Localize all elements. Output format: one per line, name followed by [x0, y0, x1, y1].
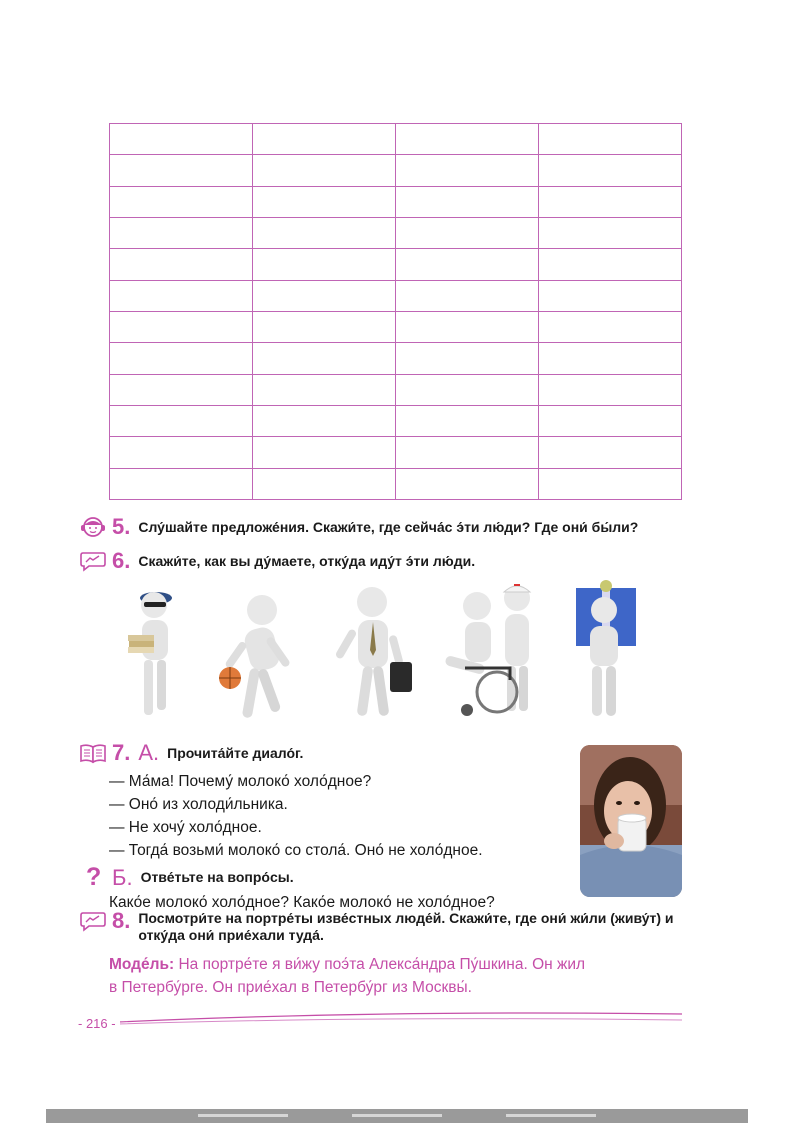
task-number: 7.: [112, 740, 131, 765]
figures-illustration: [100, 580, 700, 730]
table-cell[interactable]: [253, 280, 396, 311]
table-cell[interactable]: [110, 437, 253, 468]
table-cell[interactable]: [396, 186, 539, 217]
table-cell[interactable]: [396, 217, 539, 248]
task-7-part-a: [80, 742, 580, 764]
table-cell[interactable]: [539, 405, 682, 436]
table-cell[interactable]: [539, 186, 682, 217]
table-cell[interactable]: [539, 280, 682, 311]
task-instruction: Слу́шайте предложе́ния. Скажи́те, где сейча́с э́ти лю́ди? Где они́ бы́ли?: [138, 518, 639, 535]
table-cell[interactable]: [253, 437, 396, 468]
part-letter-b: Б.: [112, 864, 133, 890]
table-cell[interactable]: [110, 249, 253, 280]
table-row: [110, 374, 682, 405]
table-cell[interactable]: [396, 374, 539, 405]
table-cell[interactable]: [253, 186, 396, 217]
table-cell[interactable]: [110, 343, 253, 374]
table-cell[interactable]: [253, 124, 396, 155]
table-cell[interactable]: [396, 437, 539, 468]
figure-with-gift-box-icon: [568, 580, 643, 725]
model-line-2: в Петербу́рге. Он прие́хал в Петербу́рг из Москвы́.: [109, 978, 472, 996]
part-letter-a: А.: [138, 740, 160, 765]
task-instruction: Отве́тьте на вопро́сы.: [140, 869, 294, 886]
dialog-line: — Оно́ из холоди́льника.: [109, 796, 288, 813]
model-line-1: На портре́те я ви́жу поэ́та Алекса́ндра Пу́шкина. Он жил: [178, 955, 586, 973]
table-cell[interactable]: [396, 249, 539, 280]
table-cell[interactable]: [110, 186, 253, 217]
table-row: [110, 249, 682, 280]
dialog-line: — Ма́ма! Почему́ молоко́ холо́дное?: [109, 773, 372, 790]
table-cell[interactable]: [396, 405, 539, 436]
table-cell[interactable]: [253, 343, 396, 374]
table-cell[interactable]: [253, 468, 396, 499]
viewer-bottom-bar[interactable]: [46, 1109, 748, 1123]
dialog: [109, 770, 580, 862]
table-cell[interactable]: [110, 374, 253, 405]
table-cell[interactable]: [253, 405, 396, 436]
footer-decorative-lines: [78, 1006, 684, 1036]
table-cell[interactable]: [253, 249, 396, 280]
page-footer: [78, 1006, 684, 1036]
model-example: [109, 953, 690, 999]
table-row: [110, 155, 682, 186]
task-number: 5.: [112, 514, 131, 539]
figure-with-books-icon: [120, 580, 190, 725]
table-cell[interactable]: [396, 155, 539, 186]
table-cell[interactable]: [110, 155, 253, 186]
table-cell[interactable]: [539, 155, 682, 186]
table-row: [110, 311, 682, 342]
page-indicator[interactable]: [198, 1114, 288, 1117]
task-instruction: Прочита́йте диало́г.: [167, 744, 304, 761]
table-cell[interactable]: [110, 280, 253, 311]
table-row: [110, 437, 682, 468]
task-7-part-b: [80, 865, 580, 890]
task-5: [80, 516, 638, 538]
page-indicator[interactable]: [506, 1114, 596, 1117]
table-cell[interactable]: [539, 249, 682, 280]
table-row: [110, 186, 682, 217]
listening-child-icon: [80, 516, 106, 538]
table-cell[interactable]: [539, 374, 682, 405]
table-cell[interactable]: [110, 468, 253, 499]
task-8: [80, 910, 690, 999]
table-cell[interactable]: [396, 343, 539, 374]
model-label: Моде́ль:: [109, 955, 175, 973]
task-number: 8.: [112, 908, 131, 933]
table-cell[interactable]: [110, 311, 253, 342]
table-cell[interactable]: [539, 437, 682, 468]
question-mark-icon: ?: [86, 863, 102, 891]
figure-with-briefcase-icon: [330, 580, 420, 725]
girl-drinking-milk-photo: [580, 745, 682, 897]
table-cell[interactable]: [253, 374, 396, 405]
table-cell[interactable]: [110, 124, 253, 155]
open-book-icon: [80, 742, 106, 764]
page-number: - 216 -: [78, 1016, 120, 1031]
table-cell[interactable]: [396, 311, 539, 342]
table-cell[interactable]: [539, 311, 682, 342]
dialog-line: — Тогда́ возьми́ молоко́ со стола́. Оно́ не холо́дное.: [109, 842, 483, 859]
task-number: 6.: [112, 548, 131, 573]
figure-with-basketball-icon: [212, 580, 307, 725]
task-6: [80, 550, 475, 572]
task-instruction: Посмотри́те на портре́ты изве́стных люде́й. Скажи́те, где они́ жи́ли (живу́т) и отку́да они́ прие́хали туда́.: [138, 910, 674, 943]
table-cell[interactable]: [253, 217, 396, 248]
table-row: [110, 280, 682, 311]
questions-line: Како́е молоко́ холо́дное? Како́е молоко́ не холо́дное?: [109, 894, 495, 911]
figure-nurse-wheelchair-icon: [435, 580, 550, 725]
table-cell[interactable]: [396, 124, 539, 155]
table-row: [110, 343, 682, 374]
table-cell[interactable]: [253, 311, 396, 342]
table-cell[interactable]: [539, 124, 682, 155]
exercise-table: [109, 123, 682, 500]
task-instruction: Скажи́те, как вы ду́маете, отку́да иду́т э́ти лю́ди.: [138, 552, 476, 569]
table-cell[interactable]: [396, 468, 539, 499]
table-cell[interactable]: [539, 468, 682, 499]
table-row: [110, 217, 682, 248]
table-row: [110, 124, 682, 155]
speech-bubble-icon: [80, 910, 106, 932]
task-7: [80, 742, 580, 916]
table-row: [110, 468, 682, 499]
dialog-line: — Не хочу́ холо́дное.: [109, 819, 262, 836]
table-row: [110, 405, 682, 436]
table-cell[interactable]: [253, 155, 396, 186]
table-cell[interactable]: [539, 343, 682, 374]
speech-bubble-icon: [80, 550, 106, 572]
table-cell[interactable]: [539, 217, 682, 248]
page-indicator[interactable]: [352, 1114, 442, 1117]
table-cell[interactable]: [110, 405, 253, 436]
table-cell[interactable]: [396, 280, 539, 311]
table-cell[interactable]: [110, 217, 253, 248]
